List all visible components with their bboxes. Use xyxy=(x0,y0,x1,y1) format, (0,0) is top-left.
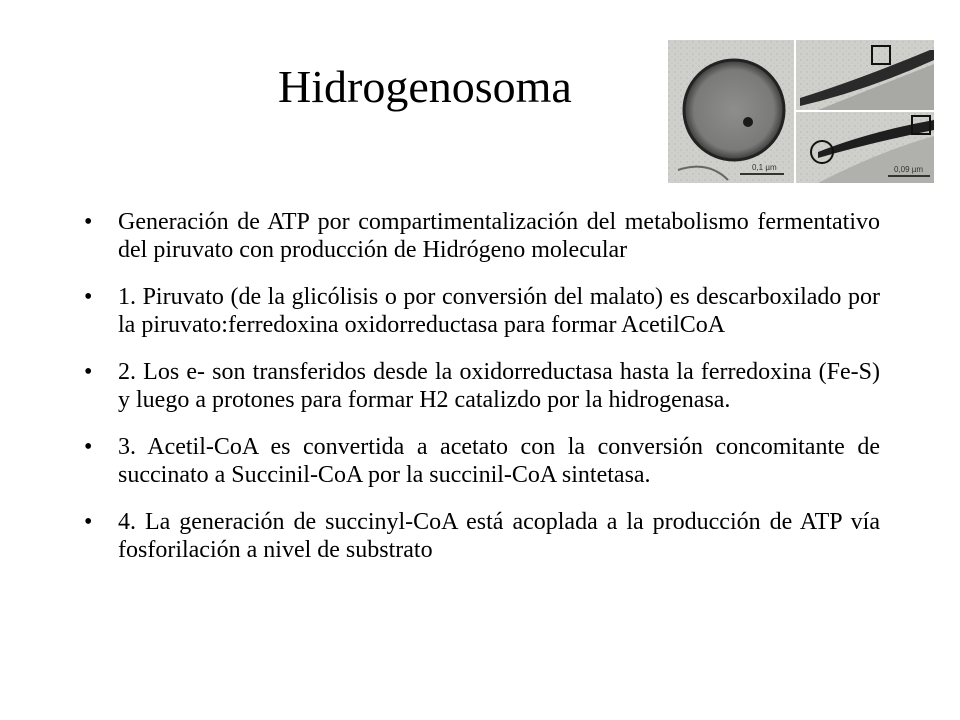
bullet-text: 1. Piruvato (de la glicólisis o por conversión del malato) es descarboxilado por la piruvato:ferredoxina oxidorreductasa para formar AcetilCoA xyxy=(118,284,880,338)
bullet-item xyxy=(80,508,880,564)
bullet-marker: • xyxy=(84,359,93,385)
bullet-item xyxy=(80,208,880,264)
bullet-text: 2. Los e- son transferidos desde la oxidorreductasa hasta la ferredoxina (Fe-S) y luego a protones para formar H2 catalizdo por la hidrogenasa. xyxy=(118,359,880,413)
hydrogenosome-organelle xyxy=(684,60,784,160)
bullet-item xyxy=(80,433,880,489)
bullet-marker: • xyxy=(84,284,93,310)
bullet-marker: • xyxy=(84,509,93,535)
scale-label-left: 0,1 µm xyxy=(752,163,777,172)
bullet-marker: • xyxy=(84,209,93,235)
bullet-list xyxy=(80,208,880,583)
bullet-text: 4. La generación de succinyl-CoA está acoplada a la producción de ATP vía fosforilación a nivel de substrato xyxy=(118,509,880,563)
hydrogenosome-micrograph xyxy=(668,40,934,183)
bullet-text: 3. Acetil-CoA es convertida a acetato con la conversión concomitante de succinato a Succinil-CoA por la succinil-CoA sintetasa. xyxy=(118,434,880,488)
organelle-core xyxy=(743,117,753,127)
bullet-item xyxy=(80,358,880,414)
bullet-text: Generación de ATP por compartimentalización del metabolismo fermentativo del piruvato con producción de Hidrógeno molecular xyxy=(118,209,880,263)
scale-label-right: 0,09 µm xyxy=(894,165,924,174)
slide-title: Hidrogenosoma xyxy=(278,61,572,112)
bullet-item xyxy=(80,283,880,339)
bullet-marker: • xyxy=(84,434,93,460)
